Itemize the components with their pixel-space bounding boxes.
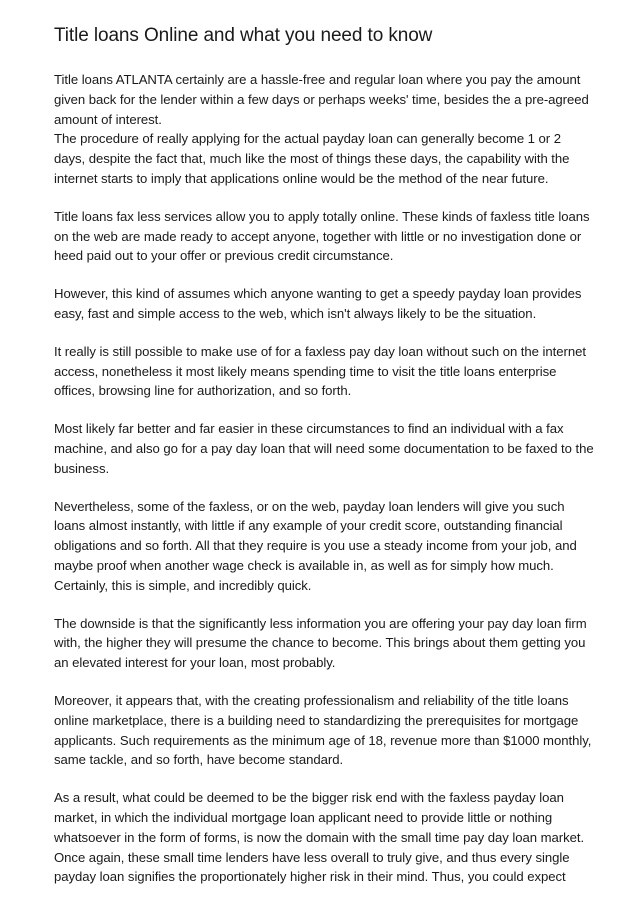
paragraph-4: However, this kind of assumes which anyone wanting to get a speedy payday loan provides easy, fast and simple access to the web, which isn't always likely to be the situation. [54,286,582,321]
document-title: Title loans Online and what you need to know [54,25,433,46]
paragraph-9: Moreover, it appears that, with the creating professionalism and reliability of the title loans online marketplace, there is a building need to standardizing the prerequisites for mortgage applicants. Such requirements as the minimum age of 18, revenue more than $1000 monthly, same tackle, and so forth, have become standard. [54,692,592,768]
document-page [54,22,594,905]
paragraph-5: It really is still possible to make use of for a faxless pay day loan without such on the internet access, nonetheless it most likely means spending time to visit the title loans enterprise offices, browsing line for authorization, and so forth. [54,343,586,399]
paragraph-8: The downside is that the significantly less information you are offering your pay day loan firm with, the higher they will presume the chance to become. This brings about them getting you an elevated interest for your loan, most probably. [54,615,587,671]
paragraph-3: Title loans fax less services allow you to apply totally online. These kinds of faxless title loans on the web are made ready to accept anyone, together with little or no investigation done or heed paid out to your offer or previous credit circumstance. [54,208,590,264]
paragraph-6: Most likely far better and far easier in these circumstances to find an individual with a fax machine, and also go for a pay day loan that will need some documentation to be faxed to the business. [54,421,594,476]
paragraph-10: As a result, what could be deemed to be the bigger risk end with the faxless payday loan market, in which the individual mortgage loan applicant need to provide little or nothing whatsoever in the form of forms, is now the domain with the small time pay day loan market. Once again, these small time lenders have less overall to truly give, and thus every single payday loan signifies the proportionately higher risk in their mind. Thus, you could expect [54,790,585,885]
paragraph-7: Nevertheless, some of the faxless, or on the web, payday loan lenders will give you such loans almost instantly, with little if any example of your credit score, outstanding financial obligations and so forth. All that they require is you use a steady income from your job, and maybe proof when another wage check is available in, as well as for simply how much. Certainly, this is simple, and incredibly quick. [54,498,577,593]
paragraph-2: The procedure of really applying for the actual payday loan can generally become 1 or 2 days, despite the fact that, much like the most of things these days, the capability with the internet starts to imply that applications online would be the method of the near future. [54,131,570,186]
paragraph-1: Title loans ATLANTA certainly are a hassle-free and regular loan where you pay the amount given back for the lender within a few days or perhaps weeks' time, besides the a pre-agreed amount of interest. [54,72,589,127]
